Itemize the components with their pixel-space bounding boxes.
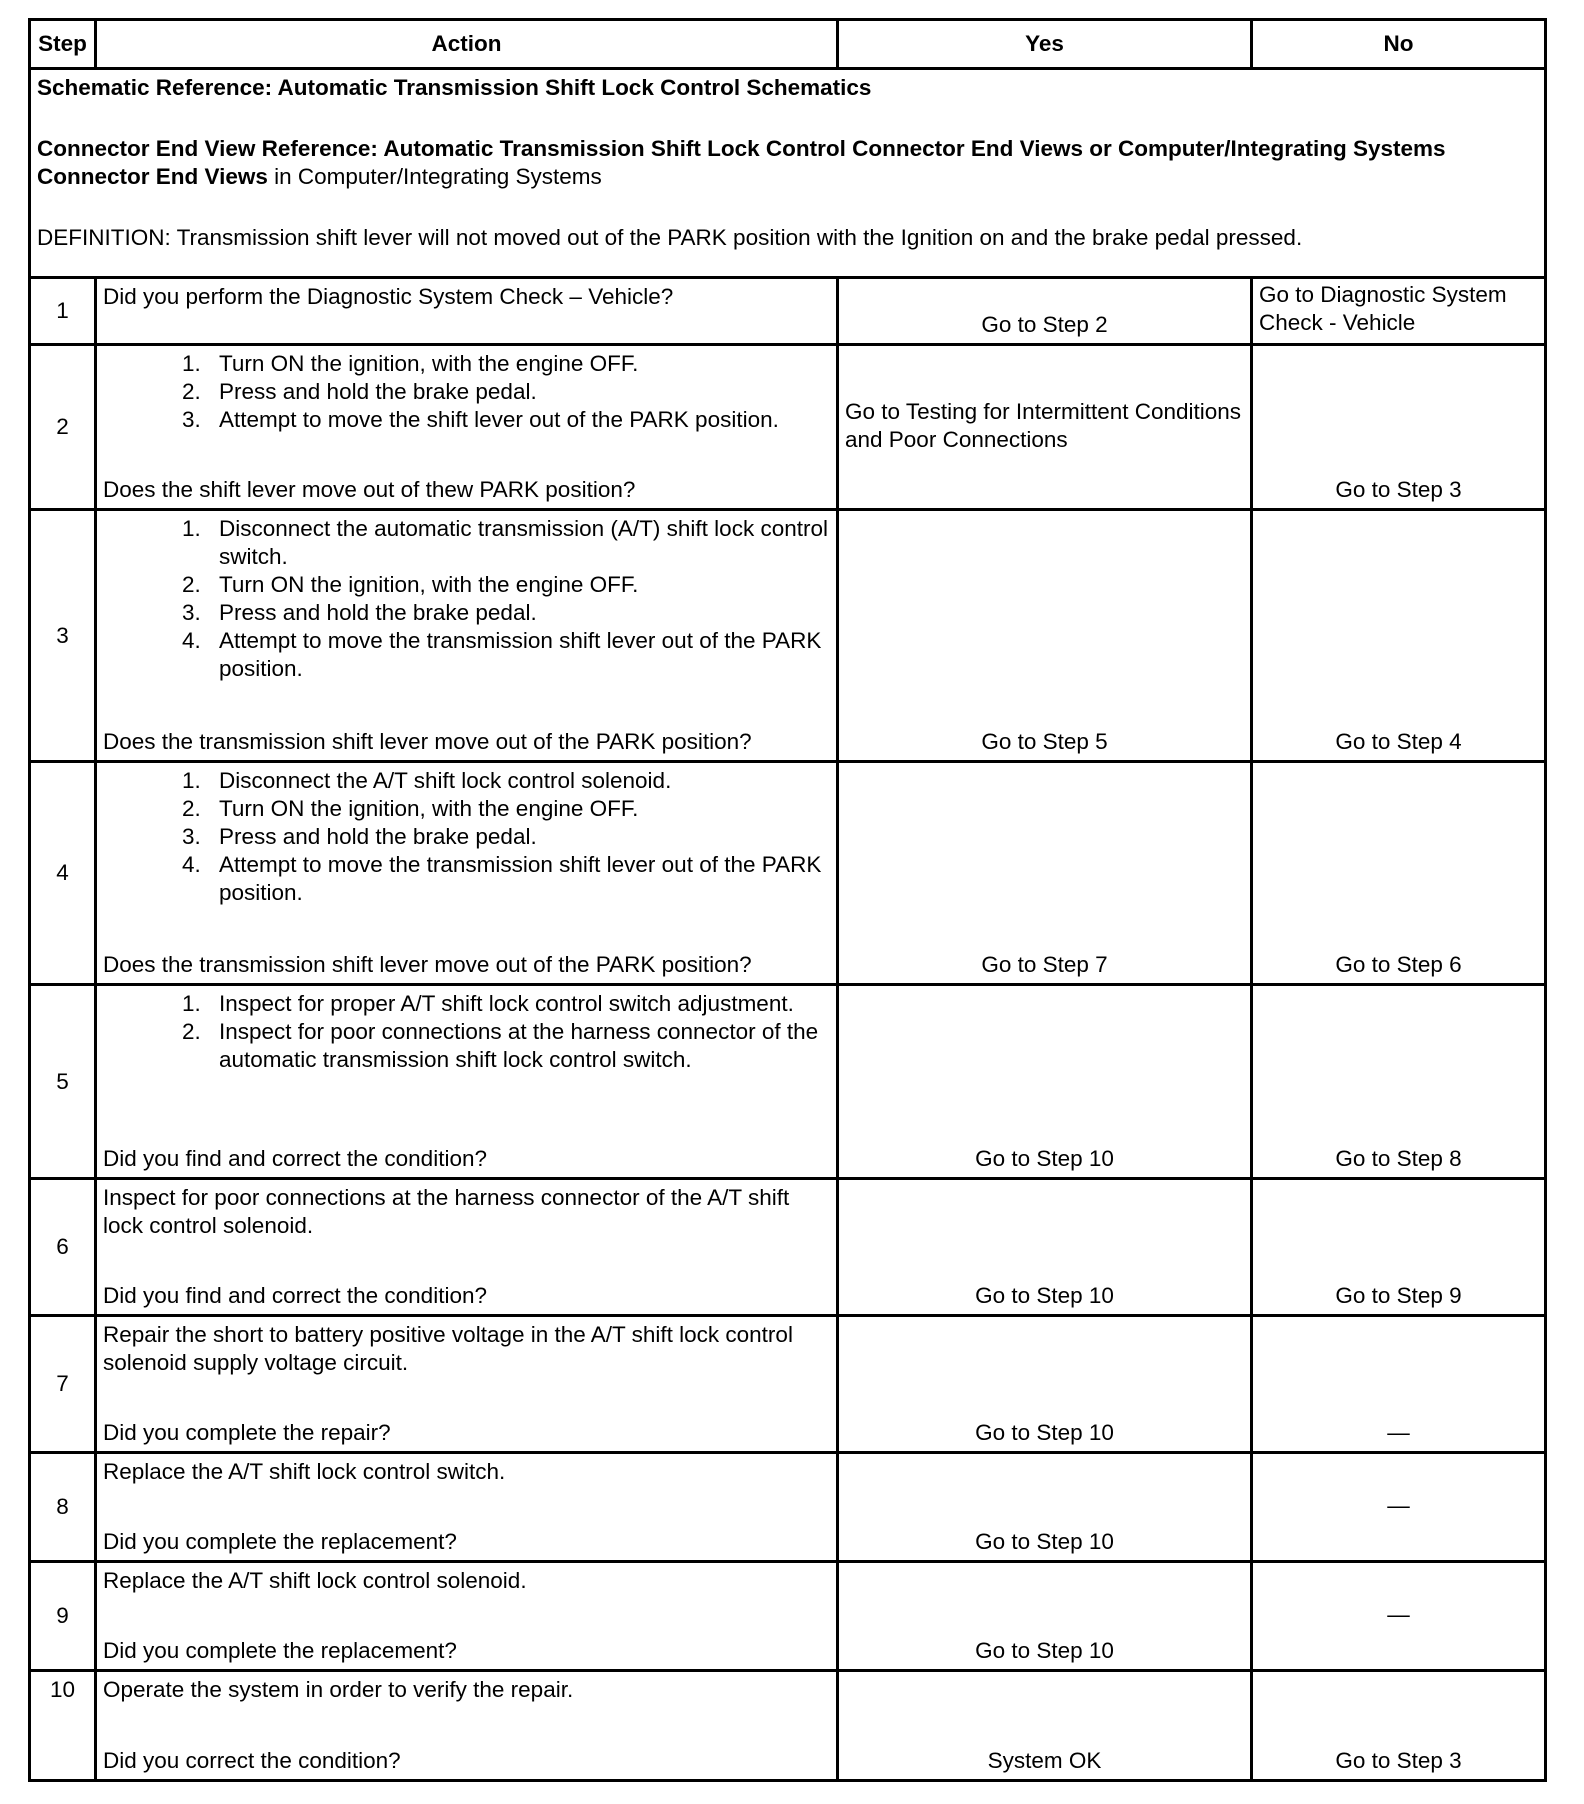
header-no: No [1252,20,1546,69]
no-text: — [1387,1602,1410,1627]
list-item: 2. Press and hold the brake pedal. [207,378,830,406]
question-text: Does the transmission shift lever move out of the PARK position? [103,952,752,977]
substep-list [103,515,830,683]
yes-text: Go to Step 10 [975,1638,1114,1663]
diagnostic-table [28,18,1547,1782]
diagnostic-table-container [28,18,1544,1782]
table-row [30,762,1546,985]
no-text: Go to Diagnostic System Check - Vehicle [1259,282,1507,335]
step-number: 10 [30,1671,96,1781]
list-item: 1. Turn ON the ignition, with the engine OFF. [207,350,830,378]
no-text: — [1387,1493,1410,1518]
yes-cell [838,345,1252,510]
step-number: 7 [30,1316,96,1453]
step-number: 9 [30,1562,96,1671]
info-row [30,69,1546,278]
step-number: 5 [30,985,96,1179]
yes-text: Go to Step 5 [981,729,1108,754]
no-cell [1252,345,1546,510]
definition: DEFINITION: Transmission shift lever will not moved out of the PARK position with the Ignition on and the brake pedal pressed. [37,225,1303,250]
action-text: Inspect for poor connections at the harness connector of the A/T shift lock control solenoid. [103,1185,790,1238]
action-cell [96,1179,838,1316]
question-text: Did you complete the replacement? [103,1638,457,1663]
no-text: Go to Step 8 [1335,1146,1462,1171]
action-cell [96,278,838,345]
question-text: Did you find and correct the condition? [103,1146,487,1171]
yes-cell [838,1562,1252,1671]
list-item: 2. Turn ON the ignition, with the engine OFF. [207,571,830,599]
substep-list [103,990,830,1074]
no-cell [1252,985,1546,1179]
yes-cell [838,510,1252,762]
list-item: 1. Disconnect the automatic transmission (A/T) shift lock control switch. [207,515,830,571]
list-item: 3. Attempt to move the shift lever out of the PARK position. [207,406,830,434]
action-cell [96,1453,838,1562]
list-item: 3. Press and hold the brake pedal. [207,599,830,627]
step-number: 3 [30,510,96,762]
list-item: 2. Inspect for poor connections at the harness connector of the automatic transmission shift lock control switch. [207,1018,830,1074]
action-text: Replace the A/T shift lock control solenoid. [103,1568,527,1593]
connector-reference-rest: in Computer/Integrating Systems [267,164,602,189]
question-text: Does the shift lever move out of thew PARK position? [103,477,636,502]
substep-list [103,350,830,434]
no-text: — [1387,1420,1410,1445]
yes-text: Go to Step 2 [981,312,1108,337]
yes-text: System OK [987,1748,1102,1773]
schematic-reference: Schematic Reference: Automatic Transmission Shift Lock Control Schematics [37,75,872,100]
question-text: Did you find and correct the condition? [103,1283,487,1308]
table-row [30,1671,1546,1781]
step-number: 2 [30,345,96,510]
table-row [30,510,1546,762]
no-text: Go to Step 3 [1335,477,1462,502]
step-number: 6 [30,1179,96,1316]
action-text: Operate the system in order to verify the repair. [103,1677,574,1702]
no-cell [1252,1671,1546,1781]
yes-cell [838,762,1252,985]
list-item: 2. Turn ON the ignition, with the engine OFF. [207,795,830,823]
header-step: Step [30,20,96,69]
no-cell [1252,762,1546,985]
action-text: Did you perform the Diagnostic System Check – Vehicle? [103,284,674,309]
step-number: 4 [30,762,96,985]
question-text: Does the transmission shift lever move out of the PARK position? [103,729,752,754]
connector-reference [37,135,1538,191]
list-item: 3. Press and hold the brake pedal. [207,823,830,851]
action-cell [96,762,838,985]
question-text: Did you complete the repair? [103,1420,391,1445]
connector-reference-bold: Connector End View Reference: Automatic Transmission Shift Lock Control Connector End Views or Computer/Integrating Systems Connector End Views [37,136,1446,189]
list-item: 4. Attempt to move the transmission shift lever out of the PARK position. [207,851,830,907]
step-number: 1 [30,278,96,345]
yes-text: Go to Step 10 [975,1420,1114,1445]
question-text: Did you correct the condition? [103,1748,401,1773]
table-row [30,1562,1546,1671]
action-cell [96,1671,838,1781]
no-cell [1252,1453,1546,1562]
list-item: 1. Inspect for proper A/T shift lock control switch adjustment. [207,990,830,1018]
yes-cell [838,985,1252,1179]
action-cell [96,1562,838,1671]
yes-text: Go to Testing for Intermittent Conditions and Poor Connections [845,399,1242,452]
list-item: 1. Disconnect the A/T shift lock control solenoid. [207,767,830,795]
yes-cell [838,1316,1252,1453]
substep-list [103,767,830,907]
action-cell [96,510,838,762]
yes-text: Go to Step 10 [975,1283,1114,1308]
table-row [30,1453,1546,1562]
table-row [30,985,1546,1179]
header-action: Action [96,20,838,69]
info-cell [30,69,1546,278]
header-yes: Yes [838,20,1252,69]
no-cell [1252,1179,1546,1316]
action-text: Replace the A/T shift lock control switch. [103,1459,506,1484]
yes-cell [838,1179,1252,1316]
no-cell [1252,278,1546,345]
question-text: Did you complete the replacement? [103,1529,457,1554]
table-row [30,1316,1546,1453]
no-text: Go to Step 4 [1335,729,1462,754]
no-cell [1252,510,1546,762]
action-cell [96,1316,838,1453]
table-row [30,1179,1546,1316]
table-row [30,345,1546,510]
action-cell [96,345,838,510]
yes-cell [838,1671,1252,1781]
yes-text: Go to Step 10 [975,1529,1114,1554]
yes-cell [838,278,1252,345]
no-text: Go to Step 3 [1335,1748,1462,1773]
action-cell [96,985,838,1179]
no-cell [1252,1562,1546,1671]
no-text: Go to Step 6 [1335,952,1462,977]
no-text: Go to Step 9 [1335,1283,1462,1308]
list-item: 4. Attempt to move the transmission shift lever out of the PARK position. [207,627,830,683]
yes-text: Go to Step 10 [975,1146,1114,1171]
table-row [30,278,1546,345]
action-text: Repair the short to battery positive voltage in the A/T shift lock control solenoid supply voltage circuit. [103,1322,793,1375]
step-number: 8 [30,1453,96,1562]
yes-cell [838,1453,1252,1562]
header-row [30,20,1546,69]
no-cell [1252,1316,1546,1453]
yes-text: Go to Step 7 [981,952,1108,977]
